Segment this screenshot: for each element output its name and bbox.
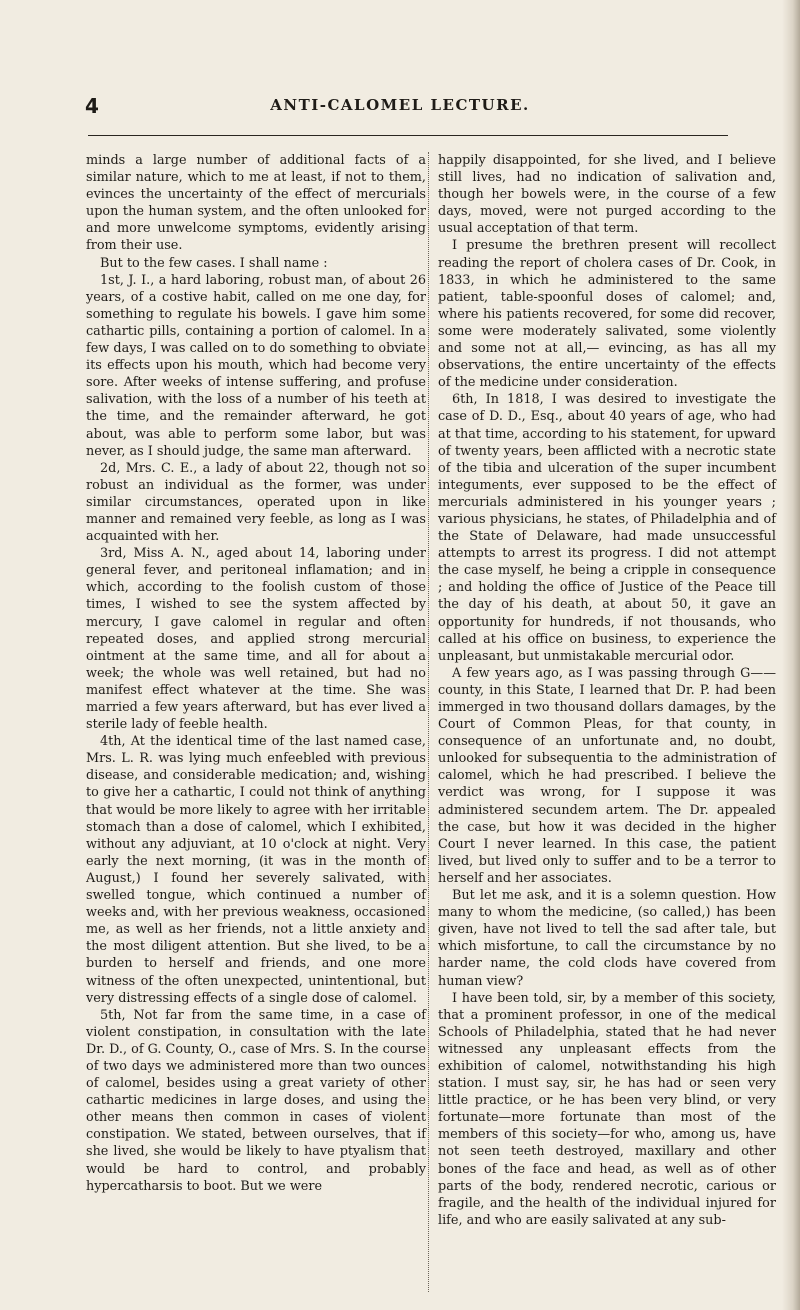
paragraph: 6th, In 1818, I was desired to investigate the case of D. D., Esq., about 40 years of age, who had at that time, according to his statement, for upward of twenty years, been afflicted with a necrotic state of the tibia and ulceration of the super incumbent integuments, ever supposed to be the effect of mercurials administered in his younger years ; various physicians, he states, of Philadelphia and of the State of Delaware, had made unsuccessful attempts to arrest its progress. I did not attempt the case myself, he being a cripple in consequence ; and holding the office of Justice of the Peace till the day of his death, at about 50, it gave an opportunity for hundreds, if not thousands, who called at his office on business, to experience the unpleasant, but unmistakable mercurial odor. xyxy=(438,392,776,664)
paragraph: 2d, Mrs. C. E., a lady of about 22, though not so robust an individual as the former, was under similar circumstances, operated upon in like manner and remained very feeble, as long as I was acquainted with her. xyxy=(86,460,426,545)
page-edge-shadow xyxy=(782,0,800,1310)
paragraph: 1st, J. I., a hard laboring, robust man, of about 26 years, of a costive habit, called on me one day, for something to regulate his bowels. I gave him some cathartic pills, containing a portion of calomel. In a few days, I was called on to do something to obviate its effects upon his mouth, which had become very sore. After weeks of intense suffering, and profuse salivation, with the loss of a number of his teeth at the time, and the remainder afterward, he got about, was able to perform some labor, but was never, as I should judge, the same man afterward. xyxy=(86,272,426,459)
paragraph: A few years ago, as I was passing through G—— county, in this State, I learned that Dr. P. had been immerged in two thousand dollars damages, by the Court of Common Pleas, for that county, in consequence of an unfortunate and, no doubt, unlooked for subsequentia to the administration of calomel, which he had prescribed. I believe the verdict was wrong, for I suppose it was administered secundem artem. The Dr. appealed the case, but how it was decided in the higher Court I never learned. In this case, the patient lived, but lived only to suffer and to be a terror to herself and her associates. xyxy=(438,665,776,886)
paragraph: I have been told, sir, by a member of this society, that a prominent professor, in one of the medical Schools of Philadelphia, stated that he had never witnessed any unpleasant effects from the exhibition of calomel, notwithstanding his high station. I must say, sir, he has had or seen very little practice, or he has been very blind, or very fortunate—more fortunate than most of the members of this society—for who, among us, have not seen teeth destroyed, maxillary and other bones of the face and head, as well as of other parts of the body, rendered necrotic, carious or fragile, and the health of the individual injured for life, and who are easily salivated at any sub- xyxy=(438,990,776,1228)
paragraph: 5th, Not far from the same time, in a case of violent constipation, in consultation with the late Dr. D., of G. County, O., case of Mrs. S. In the course of two days we administered more than two ounces of calomel, besides using a great variety of other cathartic medicines in large doses, and using the other means then common in cases of violent constipation. We stated, between ourselves, that if she lived, she would be likely to have ptyalism that would be hard to control, and probably hypercatharsis to boot. But we were xyxy=(86,1007,426,1194)
paragraph: minds a large number of additional facts of a similar nature, which to me at least, if not to them, evinces the uncertainty of the effect of mercurials upon the human system, and the often unlooked for and more unwelcome symptoms, evidently arising from their use. xyxy=(86,153,426,254)
left-column xyxy=(86,152,426,1195)
paragraph: But let me ask, and it is a solemn question. How many to whom the medicine, (so called,) has been given, have not lived to tell the sad after tale, but which misfortune, to call the circumstance by no harder name, the cold clods have covered from human view? xyxy=(438,888,776,989)
column-divider xyxy=(428,152,429,1292)
paragraph: I presume the brethren present will recollect reading the report of cholera cases of Dr. Cook, in 1833, in which he administered to the same patient, table-spoonful doses of calomel; and, where his patients recovered, for some did recover, some were moderately salivated, some violently and some not at all,— evincing, as has all my observations, the entire uncertainty of the effects of the medicine under consideration. xyxy=(438,238,776,391)
header-rule xyxy=(88,135,728,136)
paragraph: happily disappointed, for she lived, and I believe still lives, had no indication of salivation and, though her bowels were, in the course of a few days, moved, were not purged according to the usual acceptation of that term. xyxy=(438,153,776,237)
running-title: ANTI-CALOMEL LECTURE. xyxy=(270,96,530,114)
page-header xyxy=(0,94,800,122)
page-number: 4 xyxy=(85,94,99,118)
paragraph: But to the few cases. I shall name : xyxy=(100,255,328,271)
right-column xyxy=(438,152,776,1229)
paragraph: 3rd, Miss A. N., aged about 14, laboring under general fever, and peritoneal inflamation; and in which, according to the foolish custom of those times, I wished to see the system affected by mercury, I gave calomel in regular and often repeated doses, and applied strong mercurial ointment at the same time, and all for about a week; the whole was well retained, but had no manifest effect whatever at the time. She was married a few years afterward, but has ever lived a sterile lady of feeble health. xyxy=(86,546,426,733)
paragraph: 4th, At the identical time of the last named case, Mrs. L. R. was lying much enfeebled with previous disease, and considerable medication; and, wishing to give her a cathartic, I could not think of anything that would be more likely to agree with her irritable stomach than a dose of calomel, which I exhibited, without any adjuviant, at 10 o'clock at night. Very early the next morning, (it was in the month of August,) I found her severely salivated, with swelled tongue, which continued a number of weeks and, with her previous weakness, occasioned me, as well as her friends, not a little anxiety and the most diligent attention. But she lived, to be a burden to herself and friends, and one more witness of the often unexpected, unintentional, but very distressing effects of a single dose of calomel. xyxy=(86,734,426,1006)
